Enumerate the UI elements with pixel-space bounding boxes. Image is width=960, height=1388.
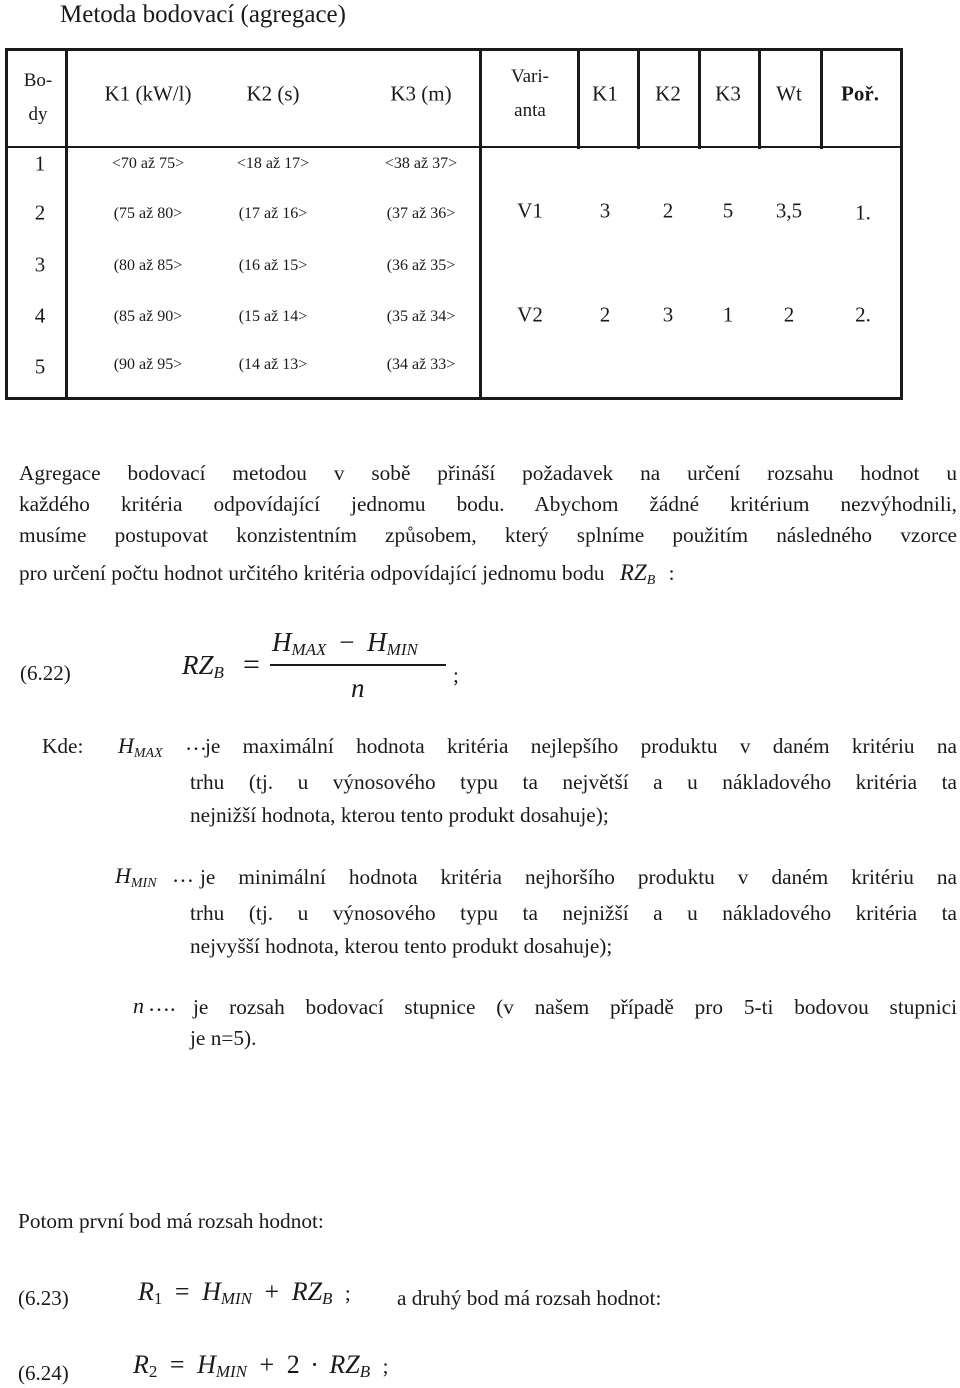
definition-line: je maximální hodnota kritéria nejlepšího produktu v daném kritériu na bbox=[205, 734, 957, 758]
row-points: 3 bbox=[34, 252, 46, 277]
hmax-definition-cont bbox=[190, 766, 957, 832]
definition-line: trhu (tj. u výnosového typu ta nejnižší a u nákladového kritéria ta bbox=[190, 901, 957, 925]
row-points: 2 bbox=[34, 200, 46, 225]
table-divider bbox=[577, 51, 580, 149]
row-k1-range: (90 až 95> bbox=[113, 356, 183, 373]
row-k3-range: (37 až 36> bbox=[386, 205, 456, 222]
rzb-symbol: $RZ_B$ bbox=[619, 560, 656, 588]
definition-line: je n=5). bbox=[190, 1026, 257, 1050]
variant-wt: 3,5 bbox=[775, 198, 803, 223]
formula-622-lhs: $RZ_B$ bbox=[182, 650, 224, 682]
table-divider bbox=[65, 51, 68, 397]
table-divider bbox=[758, 51, 761, 149]
paragraph-line-text: pro určení počtu hodnot určitého kritéria odpovídající jednomu bodu bbox=[19, 561, 605, 585]
formula-623-label: (6.23) bbox=[18, 1286, 69, 1310]
header-k2: K2 bbox=[655, 81, 681, 106]
row-k2-range: (14 až 13> bbox=[238, 356, 308, 373]
colon: : bbox=[668, 561, 675, 585]
criteria-table bbox=[5, 48, 903, 400]
row-k1-range: (85 až 90> bbox=[113, 308, 183, 325]
fraction-numerator: $H_{MAX} - H_{MIN}$ bbox=[272, 627, 418, 659]
range-intro: Potom první bod má rozsah hodnot: bbox=[18, 1209, 324, 1233]
paragraph-line: Agregace bodovací metodou v sobě přináší požadavek na určení rozsahu hodnot u bbox=[19, 461, 957, 485]
hmax-symbol: $H_{MAX}$ bbox=[118, 733, 163, 761]
variant-name: V2 bbox=[517, 302, 543, 327]
row-k1-range: <70 až 75> bbox=[111, 155, 185, 172]
hmin-definition-cont bbox=[190, 897, 957, 963]
header-k3-unit: K3 (m) bbox=[390, 81, 452, 106]
definition-line: trhu (tj. u výnosového typu ta největší a u nákladového kritéria ta bbox=[190, 770, 957, 794]
fraction-bar bbox=[270, 664, 446, 666]
paragraph-line: každého kritéria odpovídající jednomu bodu. Abychom žádné kritérium nezvýhodnili, bbox=[19, 492, 957, 516]
variant-k1: 2 bbox=[599, 302, 611, 327]
ellipsis: …. bbox=[148, 991, 176, 1016]
header-rank: Poř. bbox=[841, 81, 879, 106]
row-k3-range: (36 až 35> bbox=[386, 257, 456, 274]
formula-623: $R_1 = H_{MIN} + RZ_B$ ; bbox=[138, 1277, 351, 1308]
row-points: 4 bbox=[34, 303, 46, 328]
fraction-denominator: n bbox=[351, 673, 365, 703]
paragraph-line bbox=[19, 557, 957, 596]
n-symbol: n bbox=[133, 993, 144, 1018]
kde-label: Kde: bbox=[42, 734, 84, 758]
variant-name: V1 bbox=[517, 198, 543, 223]
hmin-symbol: $H_{MIN}$ bbox=[115, 863, 157, 891]
n-definition bbox=[193, 992, 957, 1023]
variant-wt: 2 bbox=[783, 302, 795, 327]
equals-sign: = bbox=[243, 648, 260, 681]
ellipsis: … bbox=[172, 862, 194, 887]
header-body: Bo- dy bbox=[23, 70, 53, 125]
header-k1: K1 bbox=[592, 81, 618, 106]
table-divider bbox=[698, 51, 701, 149]
page-heading: Metoda bodovací (agregace) bbox=[60, 1, 346, 28]
header-k1-unit: K1 (kW/l) bbox=[104, 81, 192, 106]
hmin-definition bbox=[200, 862, 957, 893]
row-k1-range: (80 až 85> bbox=[113, 257, 183, 274]
variant-k3: 5 bbox=[722, 198, 734, 223]
header-k2-unit: K2 (s) bbox=[246, 81, 300, 106]
row-k3-range: (34 až 33> bbox=[386, 356, 456, 373]
formula-624-label: (6.24) bbox=[18, 1361, 69, 1385]
row-points: 1 bbox=[34, 151, 46, 176]
variant-k1: 3 bbox=[599, 198, 611, 223]
paragraph-line: musíme postupovat konzistentním způsobem, který splníme použitím následného vzorce bbox=[19, 523, 957, 547]
hmax-definition bbox=[205, 731, 957, 762]
second-point-intro: a druhý bod má rozsah hodnot: bbox=[397, 1286, 662, 1310]
definition-line: je minimální hodnota kritéria nejhoršího produktu v daném kritériu na bbox=[200, 865, 957, 889]
header-k3: K3 bbox=[715, 81, 741, 106]
header-wt: Wt bbox=[776, 81, 802, 106]
definition-line: nejvyšší hodnota, kterou tento produkt dosahuje); bbox=[190, 934, 613, 958]
header-varianta: Vari- anta bbox=[511, 66, 549, 121]
variant-rank: 1. bbox=[855, 200, 871, 225]
row-k2-range: (15 až 14> bbox=[238, 308, 308, 325]
table-divider bbox=[479, 51, 482, 397]
variant-k2: 3 bbox=[662, 302, 674, 327]
intro-paragraph bbox=[19, 458, 957, 596]
definition-line: je rozsah bodovací stupnice (v našem případě pro 5-ti bodovou stupnici bbox=[193, 995, 957, 1019]
variant-k2: 2 bbox=[662, 198, 674, 223]
formula-622-label: (6.22) bbox=[20, 661, 71, 685]
row-points: 5 bbox=[34, 354, 46, 379]
variant-k3: 1 bbox=[722, 302, 734, 327]
semicolon: ; bbox=[453, 663, 459, 687]
variant-rank: 2. bbox=[855, 302, 871, 327]
header-divider bbox=[8, 146, 900, 148]
row-k2-range: (17 až 16> bbox=[238, 205, 308, 222]
definition-line: nejnižší hodnota, kterou tento produkt dosahuje); bbox=[190, 803, 609, 827]
row-k3-range: <38 až 37> bbox=[384, 155, 458, 172]
table-divider bbox=[637, 51, 640, 149]
table-divider bbox=[820, 51, 823, 149]
row-k1-range: (75 až 80> bbox=[113, 205, 183, 222]
row-k3-range: (35 až 34> bbox=[386, 308, 456, 325]
row-k2-range: (16 až 15> bbox=[238, 257, 308, 274]
formula-624: $R_2 = H_{MIN} + 2 \cdot RZ_B$ ; bbox=[133, 1350, 389, 1381]
row-k2-range: <18 až 17> bbox=[236, 155, 310, 172]
ellipsis: … bbox=[185, 730, 207, 755]
